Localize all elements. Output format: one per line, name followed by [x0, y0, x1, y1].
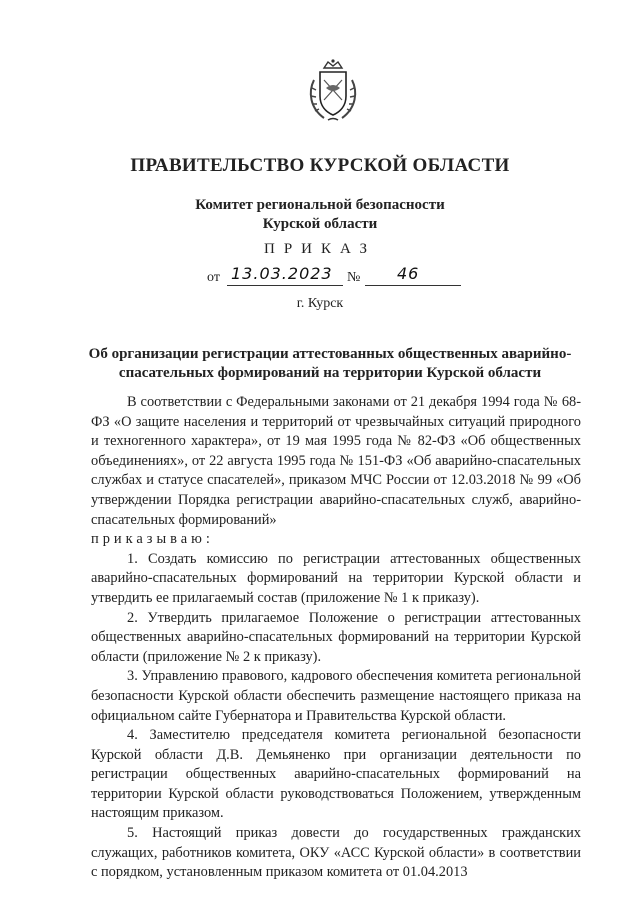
government-title: ПРАВИТЕЛЬСТВО КУРСКОЙ ОБЛАСТИ: [130, 155, 510, 176]
date-underline: [227, 285, 343, 286]
order-item-3: 3. Управлению правового, кадрового обеспечения комитета региональной безопасности Курской области обеспечить размещение настоящего приказа на официальном сайте Губернатора и Правительства Курской области.: [91, 668, 581, 724]
document-subject: [80, 345, 580, 383]
number-label: №: [347, 270, 361, 285]
number-handwritten: 46: [397, 264, 420, 283]
date-label: от: [207, 270, 220, 285]
order-item-4: 4. Заместителю председателя комитета региональной безопасности Курской области Д.В. Демьяненко при организации деятельности по регистрации общественных аварийно-спасательных формирований на территории Курской области руководствоваться Положением, утвержденным настоящим приказом.: [91, 727, 581, 822]
committee-line-2: Курской области: [262, 216, 378, 232]
order-item-5: 5. Настоящий приказ довести до государственных гражданских служащих, работников комитета, ОКУ «АСС Курской области» в соответствии с порядком, установленным приказом комитета от 01.04.2013: [91, 825, 581, 881]
order-item-1: 1. Создать комиссию по регистрации аттестованных общественных аварийно-спасательных формирований на территории Курской области и утвердить ее прилагаемый состав (приложение № 1 к приказу).: [91, 550, 581, 606]
order-word: приказываю:: [91, 531, 214, 548]
coat-of-arms-emblem: [306, 58, 360, 124]
number-underline: [365, 285, 461, 286]
document-body: [91, 393, 581, 883]
document-type: ПРИКАЗ: [264, 241, 376, 257]
preamble-paragraph: В соответствии с Федеральными законами от 21 декабря 1994 года № 68-ФЗ «О защите населения и территорий от чрезвычайных ситуаций природного и техногенного характера», от 19 мая 1995 года № 82-ФЗ «Об общественных объединениях», от 22 августа 1995 года № 151-ФЗ «Об аварийно-спасательных службах и статусе спасателей», приказом МЧС России от 12.03.2018 № 99 «Об утверждении Порядка регистрации аварийно-спасательных служб, аварийно-спасательных формирований»: [91, 394, 581, 528]
committee-name: [0, 196, 640, 234]
city: г. Курск: [296, 296, 344, 311]
subject-line-2: спасательных формирований на территории Курской области: [118, 365, 542, 381]
subject-line-1: Об организации регистрации аттестованных общественных аварийно-: [88, 346, 572, 362]
date-handwritten: 13.03.2023: [231, 264, 333, 283]
order-item-2: 2. Утвердить прилагаемое Положение о регистрации аттестованных общественных аварийно-спасательных формирований на территории Курской области (приложение № 2 к приказу).: [91, 609, 581, 665]
committee-line-1: Комитет региональной безопасности: [195, 197, 445, 213]
date-number-line: [207, 264, 467, 288]
